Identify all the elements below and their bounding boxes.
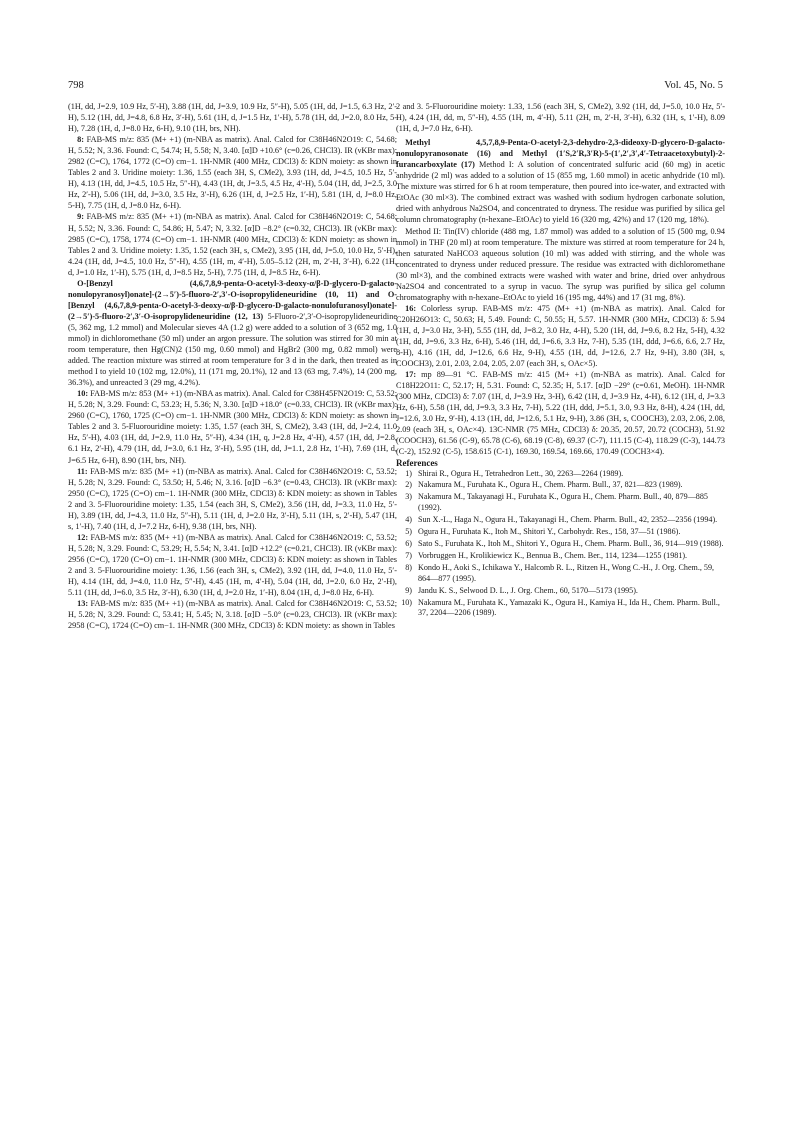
compound-data-13 (68, 598, 397, 631)
references-heading: References (396, 457, 438, 468)
reference-text: Nakamura M., Furuhata K., Yamazaki K., Ogura H., Kamiya H., Ida H., Chem. Pharm. Bull., 37, 2204—2206 (1989). (418, 597, 720, 618)
compound-label: 17: (405, 370, 417, 380)
reference-text: Shirai R., Ogura H., Tetrahedron Lett., 30, 2263—2264 (1989). (418, 468, 624, 478)
reference-number: 1) (405, 468, 412, 478)
reference-list (396, 469, 725, 620)
compound-data-9 (68, 211, 397, 277)
reference-text: Vorbruggen H., Krolikiewicz K., Bennua B., Chem. Ber., 114, 1234—1255 (1981). (418, 550, 688, 560)
reference-text: Nakamura M., Takayanagi H., Furuhata K., Ogura H., Chem. Pharm. Bull., 40, 879—885 (1992). (418, 492, 708, 513)
paragraph: Method II: Tin(IV) chloride (488 mg, 1.87 mmol) was added to a solution of 15 (500 mg, 0.94 mmol) in THF (20 ml) at room temperature. The mixture was stirred at room temperature for 24 h, then saturated NaHCO3 aqueous solution (10 ml) was added with stirring, and the whole was concentrated to dryness under reduced pressure. The residue was extracted with dichloromethane (30 ml×3), and the combined extracts were washed with water and brine, dried over anhydrous Na2SO4 and concentrated to a syrup in vacuo. The syrup was purified by silica gel column chromatography with n-hexane–EtOAc to yield 16 (195 mg, 44%) and 17 (31 mg, 8%). (396, 226, 725, 302)
compound-data-12 (68, 532, 397, 598)
reference-item (396, 492, 725, 514)
reference-text: Jandu K. S., Selwood D. L., J. Org. Chem., 60, 5170—5173 (1995). (418, 585, 638, 595)
left-column (68, 101, 397, 631)
page-number: 798 (68, 80, 84, 91)
journal-volume: Vol. 45, No. 5 (664, 80, 723, 91)
compound-data-11 (68, 466, 397, 532)
paragraph-text: FAB-MS m/z: 835 (M+ +1) (m-NBA as matrix). Anal. Calcd for C38H46N2O19: C, 53.52; H, 5.28; N, 3.29. Found: C, 53.29; H, 5.54; N, 3.41. [α]D +12.2° (c=0.21, CHCl3). IR (νKBr max): 2956 (C=C), 1720 (C=O) cm−1. 1H-NMR (300 MHz, CDCl3) δ: KDN moiety: as shown in Tables 2 and 3. 5-Fluorouridine moiety: 1.36, 1.56 (each 3H, s, CMe2), 3.92 (1H, dd, J=4.0, 11.0 Hz, 5′-H), 4.14 (1H, dd, J=4.0, 11.0 Hz, 5″-H), 4.45 (1H, m, 4′-H), 5.04 (1H, dd, J=2.0, 6.0 Hz, 2′-H), 5.11 (1H, dd, J=6.0, 3.5 Hz, 3′-H), 6.30 (1H, d, J=2.0 Hz, 1′-H), 8.04 (1H, d, J=8.0 Hz, 6-H). (68, 532, 397, 598)
section-title: Methyl 4,5,7,8,9-Penta-O-acetyl-2,3-dehydro-2,3-dideoxy-D-glycero-D-galacto-nonulopyranosonate (16) and Methyl (1′S,2′R,3′R)-5-(1′,2′,3′,4′-Tetraacetoxybutyl)-2-furancarboxylate (17) (396, 138, 725, 170)
reference-number: 4) (405, 515, 412, 525)
reference-number: 2) (405, 480, 412, 490)
compound-label: 16: (405, 303, 417, 313)
reference-text: Sato S., Furuhata K., Itoh M., Shitori Y., Ogura H., Chem. Pharm. Bull., 36, 914—919 (1988). (418, 538, 724, 548)
reference-number: 8) (405, 562, 412, 572)
reference-item (396, 586, 725, 597)
compound-label: 8: (77, 135, 84, 145)
section-procedure (396, 137, 725, 225)
compound-label: 11: (77, 466, 88, 476)
compound-data-16 (396, 303, 725, 369)
reference-item (396, 551, 725, 562)
paragraph: 2 and 3. 5-Fluorouridine moiety: 1.33, 1.56 (each 3H, S, CMe2), 3.92 (1H, dd, J=5.0, 10.0 Hz, 5′-H), 4.24 (1H, dd, m, 5″-H), 4.55 (1H, m, 4′-H), 5.11 (2H, m, 2′-H, 3′-H), 6.32 (1H, s, 1′-H), 8.09 (1H, d, J=7.0 Hz, 6-H). (396, 102, 725, 134)
compound-label: 9: (77, 212, 84, 222)
paragraph-text: 5-Fluoro-2′,3′-O-isopropylideneuridine (5, 362 mg, 1.2 mmol) and Molecular sieves 4A (1.2 g) were added to a solution of 3 (652 mg, 1.0 mmol) in dichloromethane (50 ml) under an argon pressure. The solution was stirred for 30 min at room temperature, then Hg(CN)2 (150 mg, 0.60 mmol) and HgBr2 (300 mg, 0.82 mmol) were added. The reaction mixture was stirred at room temperature for 3 d in the dark, then treated as in method I to yield 10 (102 mg, 12.0%), 11 (171 mg, 20.1%), 12 and 13 (63 mg, 7.4%), 14 (200 mg, 36.3%), and unreacted 3 (29 mg, 4.2%). (68, 311, 397, 388)
reference-item (396, 563, 725, 585)
paragraph: (1H, dd, J=2.9, 10.9 Hz, 5′-H), 3.88 (1H, dd, J=3.9, 10.9 Hz, 5″-H), 5.05 (1H, dd, J=1.5, 6.3 Hz, 2′-H), 5.12 (1H, dd, J=4.8, 6.8 Hz, 3′-H), 5.61 (1H, d, J=1.5 Hz, 1′-H), 5.78 (1H, dd, J=2.0, 8.0 Hz, 5-H), 7.28 (1H, d, J=8.0 Hz, 6-H), 9.10 (1H, brs, NH). (68, 102, 397, 134)
reference-item (396, 527, 725, 538)
reference-number: 3) (405, 492, 412, 502)
reference-number: 9) (405, 585, 412, 595)
reference-number: 7) (405, 550, 412, 560)
reference-item (396, 480, 725, 491)
compound-label: 12: (77, 532, 89, 542)
compound-label: 13: (77, 599, 89, 609)
right-column (396, 101, 725, 620)
paragraph-text: Method I: A solution of concentrated sulfuric acid (60 mg) in acetic anhydride (2 ml) was added to a solution of 15 (855 mg, 1.60 mmol) in acetic anhydride (10 ml). The mixture was stirred for 6 h at room temperature, then poured into ice-water, and extracted with EtOAc (30 ml×3). The combined extract was washed with sodium hydrogen carbonate solution, dried with anhydrous Na2SO4, and concentrated to dryness. The residue was purified by silica gel column chromatography (n-hexane–EtOAc) to yield 16 (320 mg, 42%) and 17 (120 mg, 18%). (396, 160, 726, 225)
compound-data-10 (68, 388, 397, 465)
compound-data-8 (68, 134, 397, 211)
section-title: O-[Benzyl (4,6,7,8,9-penta-O-acetyl-3-deoxy-α/β-D-glycero-D-galacto-nonulopyranosyl)onate]-(2→5′)-5-fluoro-2′,3′-O-isopropylideneuridine (10, 11) and O-[Benzyl (4,6,7,8,9-penta-O-acetyl-3-deoxy-α/β-D-glycero-D-galacto-nonulofuranosyl)onate]-(2→5′)-5-fluoro-2′,3′-O-isopropylideneuridine (12, 13) (68, 278, 397, 321)
reference-text: Nakamura M., Furuhata K., Ogura H., Chem. Pharm. Bull., 37, 821—823 (1989). (418, 480, 683, 490)
paragraph-text: FAB-MS m/z: 835 (M+ +1) (m-NBA as matrix). Anal. Calcd for C38H46N2O19: C, 54.68; H, 5.52; N, 3.36. Found: C, 54.86; H, 5.47; N, 3.32. [α]D −8.2° (c=0.32, CHCl3). IR (νKBr max): 2985 (C=C), 1758, 1774 (C=O) cm−1. 1H-NMR (400 MHz, CDCl3) δ: KDN moiety: as shown in Tables 2 and 3. Uridine moiety: 1.35, 1.52 (each 3H, s, CMe2), 3.95 (1H, dd, J=5.0, 10.0 Hz, 5′-H), 4.24 (1H, dd, J=4.5, 10.0 Hz, 5″-H), 4.55 (1H, m, 4′-H), 5.05–5.12 (2H, m, 2′-H, 3′-H), 6.22 (1H, d, J=1.0 Hz, 1′-H), 5.75 (1H, d, J=8.5 Hz, 5-H), 7.75 (1H, d, J=8.5 Hz, 6-H). (68, 212, 397, 277)
paragraph-text: FAB-MS m/z: 835 (M+ +1) (m-NBA as matrix). Anal. Calcd for C38H46N2O19: C, 53.52; H, 5.28; N, 3.29. Found: C, 53.50; H, 5.46; N, 3.16. [α]D −6.3° (c=0.43, CHCl3). IR (νKBr max): 2950 (C=C), 1725 (C=O) cm−1. 1H-NMR (300 MHz, CDCl3) δ: KDN moiety: as shown in Tables 2 and 3. 5-Fluorouridine moiety: 1.35, 1.54 (each 3H, S, CMe2), 3.56 (1H, dd, J=3.3, 11.0 Hz, 5′-H), 3.89 (1H, dd, J=4.3, 11.0 Hz, 5″-H), 5.11 (1H, d, J=2.0 Hz, 3′-H), 5.11 (1H, s, 2′-H), 5.47 (1H, s, 1′-H), 7.40 (1H, d, J=7.2 Hz, 6-H), 9.38 (1H, brs, NH). (68, 466, 397, 531)
reference-item (396, 515, 725, 526)
reference-number: 10) (401, 597, 412, 607)
reference-item (396, 598, 725, 620)
compound-data-17 (396, 369, 725, 457)
paragraph-text: mp 89—91 °C. FAB-MS m/z: 415 (M+ +1) (m-NBA as matrix). Anal. Calcd for C18H22O11: C, 52.17; H, 5.31. Found: C, 52.35; H, 5.17. [α]D −29° (c=0.61, MeOH). 1H-NMR (300 MHz, CDCl3) δ: 7.07 (1H, d, J=3.9 Hz, 3-H), 6.42 (1H, d, J=3.9 Hz, 4-H), 6.12 (1H, d, J=3.3 Hz, 6-H), 5.58 (1H, dd, J=9.3, 3.3 Hz, 7-H), 5.22 (1H, ddd, J=5.1, 3.0, 9.3 Hz, 8-H), 4.24 (1H, dd, J=12.6, 3.0 Hz, 9′-H), 4.13 (1H, dd, J=12.6, 5.1 Hz, 9-H), 3.86 (3H, s, COOCH3), 2.03, 2.06, 2.08, 2.09 (each 3H, s, OAc×4). 13C-NMR (75 MHz, CDCl3) δ: 20.35, 20.57, 20.72 (COCH3), 51.92 (COOCH3), 61.56 (C-9), 65.78 (C-6), 68.19 (C-8), 69.37 (C-7), 111.15 (C-4), 118.29 (C-3), 144.73 (C-2), 152.92 (C-5), 158.615 (C-1), 169.30, 169.54, 169.66, 170.49 (COCH3×4). (396, 370, 725, 457)
reference-number: 6) (405, 538, 412, 548)
paragraph-text: Colorless syrup. FAB-MS m/z: 475 (M+ +1) (m-NBA as matrix). Anal. Calcd for C20H26O13: C, 50.63; H, 5.49. Found: C, 50.55; H, 5.57. 1H-NMR (300 MHz, CDCl3) δ: 5.94 (1H, d, J=3.0 Hz, 3-H), 5.55 (1H, dd, J=8.2, 3.0 Hz, 4-H), 5.20 (1H, dd, J=9.6, 8.2 Hz, 5-H), 4.32 (1H, dd, J=9.6, 3.3 Hz, 6-H), 5.46 (1H, dd, J=6.6, 3.3 Hz, 7-H), 5.35 (1H, ddd, J=6.6, 6.6, 2.7 Hz, 8-H), 4.16 (1H, dd, J=12.6, 6.6 Hz, 9-H), 4.55 (1H, dd, J=12.6, 2.7 Hz, 9-H), 3.80 (3H, s, COOCH3), 2.01, 2.03, 2.04, 2.05, 2.07 (each 3H, s, OAc×5). (396, 303, 725, 369)
reference-item (396, 539, 725, 550)
compound-label: 10: (77, 389, 89, 399)
reference-number: 5) (405, 527, 412, 537)
paragraph-text: FAB-MS m/z: 835 (M+ +1) (m-NBA as matrix). Anal. Calcd for C38H46N2O19: C, 53.52; H, 5.28; N, 3.29. Found: C, 53.41; H, 5.45; N, 3.18. [α]D −5.0° (c=0.23, CHCl3). IR (νKBr max): 2958 (C=C), 1724 (C=O) cm−1. 1H-NMR (300 MHz, CDCl3) δ: KDN moiety: as shown in Tables (68, 599, 397, 631)
reference-text: Kondo H., Aoki S., Ichikawa Y., Halcomb R. L., Ritzen H., Wong C.-H., J. Org. Chem., 59, 864—877 (1995). (418, 562, 715, 583)
reference-text: Sun X.-L., Haga N., Ogura H., Takayanagi H., Chem. Pharm. Bull., 42, 2352—2356 (1994). (418, 515, 718, 525)
reference-text: Ogura H., Furuhata K., Itoh M., Shitori Y., Carbohydr. Res., 158, 37—51 (1986). (418, 527, 681, 537)
paragraph-text: FAB-MS m/z: 853 (M+ +1) (m-NBA as matrix). Anal. Calcd for C38H45FN2O19: C, 53.52; H, 5.28; N, 3.29. Found: C, 53.23; H, 5.36; N, 3.30. [α]D +18.0° (c=0.33, CHCl3). IR (νKBr max): 2960 (C=C), 1760, 1725 (C=O) cm−1. 1H-NMR (300 MHz, CDCl3) δ: KDN moiety: as shown in Tables 2 and 3. 5-Fluorouridine moiety: 1.35, 1.57 (each 3H, S, CMe2), 3.43 (1H, dd, J=2.4, 11.0 Hz, 5′-H), 4.03 (1H, dd, J=2.9, 11.0 Hz, 5″-H), 4.34 (1H, q, J=2.8 Hz, 4′-H), 4.57 (1H, dd, J=2.8, 6.1 Hz, 2′-H), 4.79 (1H, dd, J=3.0, 6.1 Hz, 3′-H), 5.95 (1H, dd, J=1.1, 2.8 Hz, 1′-H), 7.69 (1H, d, J=6.5 Hz, 6-H), 8.90 (1H, brs, NH). (68, 389, 398, 465)
section-procedure (68, 278, 397, 388)
paragraph-text: FAB-MS m/z: 835 (M+ +1) (m-NBA as matrix). Anal. Calcd for C38H46N2O19: C, 54.68; H, 5.52; N, 3.36. Found: C, 54.74; H, 5.58; N, 3.40. [α]D +10.6° (c=0.26, CHCl3). IR (νKBr max): 2982 (C=C), 1764, 1772 (C=O) cm−1. 1H-NMR (400 MHz, CDCl3) δ: KDN moiety: as shown in Tables 2 and 3. Uridine moiety: 1.36, 1.55 (each 3H, S, CMe2), 3.93 (1H, dd, J=4.5, 10.5 Hz, 5′-H), 4.13 (1H, dd, J=4.5, 10.5 Hz, 5″-H), 4.43 (1H, dt, J=3.5, 4.5 Hz, 4′-H), 5.04 (1H, dd, J=2.5, 3.0 Hz, 2′-H), 5.06 (1H, dd, J=3.0, 3.5 Hz, 3′-H), 6.26 (1H, d, J=2.5 Hz, 1′-H), 5.81 (1H, d, J=8.0 Hz, 5-H), 7.75 (1H, d, J=8.0 Hz, 6-H). (68, 135, 397, 211)
reference-item (396, 469, 725, 480)
